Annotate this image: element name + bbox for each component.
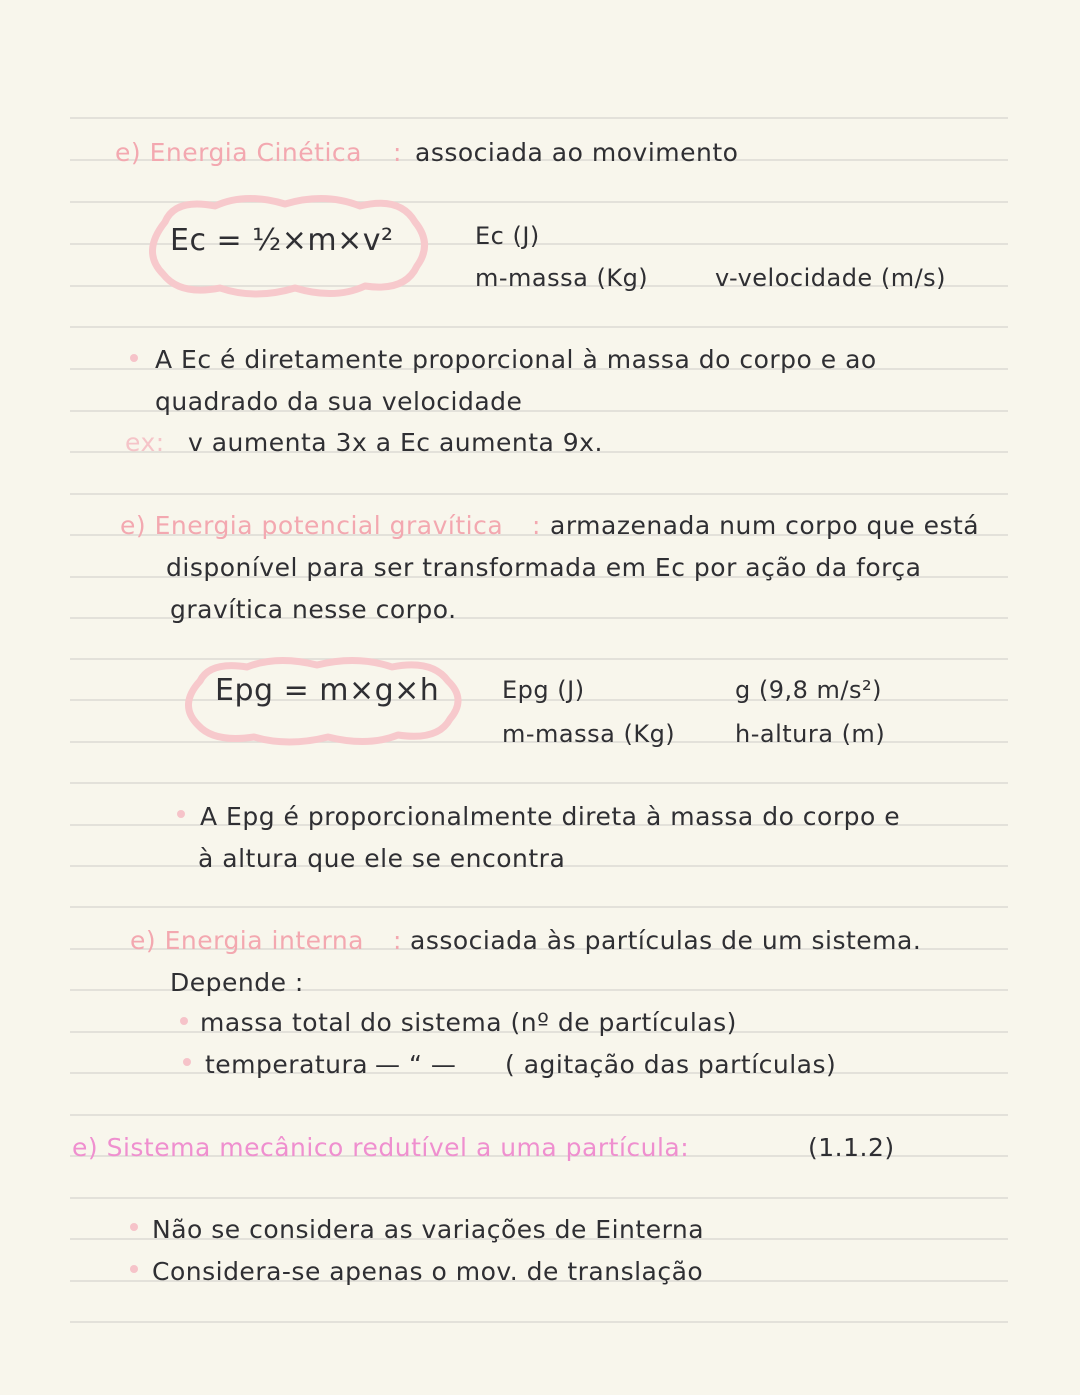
kinetic-note-line2: quadrado da sua velocidade <box>155 387 523 416</box>
kinetic-note-line1: A Ec é diretamente proporcional à massa do corpo e ao <box>155 345 877 374</box>
potential-unit-mass: m-massa (Kg) <box>502 720 676 748</box>
potential-colon: : <box>532 511 541 540</box>
bullet-dot <box>130 1265 138 1273</box>
potential-note-line2: à altura que ele se encontra <box>198 844 566 873</box>
internal-item2-detail: ( agitação das partículas) <box>505 1050 837 1079</box>
potential-formula: Epg = m×g×h <box>215 673 440 708</box>
potential-unit-epg: Epg (J) <box>502 676 585 704</box>
bullet-dot <box>130 1223 138 1231</box>
internal-definition: associada às partículas de um sistema. <box>410 926 922 955</box>
internal-item2-ditto: — “ — <box>375 1050 457 1079</box>
kinetic-unit-ec: Ec (J) <box>475 222 540 250</box>
internal-depends: Depende : <box>170 968 304 997</box>
potential-unit-h: h-altura (m) <box>735 720 886 748</box>
kinetic-heading: e) Energia Cinética <box>115 138 362 167</box>
mechanical-heading: e) Sistema mecânico redutível a uma partícula: <box>72 1133 690 1162</box>
kinetic-unit-mass: m-massa (Kg) <box>475 264 649 292</box>
kinetic-example-text: v aumenta 3x a Ec aumenta 9x. <box>188 428 603 457</box>
kinetic-colon: : <box>393 138 402 167</box>
kinetic-formula: Ec = ½×m×v² <box>170 223 394 258</box>
kinetic-definition: associada ao movimento <box>415 138 739 167</box>
bullet-dot <box>177 810 185 818</box>
bullet-dot <box>130 354 138 362</box>
potential-definition-line2: disponível para ser transformada em Ec por ação da força <box>166 553 922 582</box>
potential-heading: e) Energia potencial gravítica <box>120 511 504 540</box>
internal-colon: : <box>393 926 402 955</box>
internal-item1: massa total do sistema (nº de partículas) <box>200 1008 737 1037</box>
potential-definition-line3: gravítica nesse corpo. <box>170 595 457 624</box>
mechanical-reference: (1.1.2) <box>808 1133 895 1162</box>
mechanical-item1: Não se considera as variações de Einterna <box>152 1215 705 1244</box>
internal-heading: e) Energia interna <box>130 926 364 955</box>
potential-note-line1: A Epg é proporcionalmente direta à massa do corpo e <box>200 802 901 831</box>
kinetic-unit-velocity: v-velocidade (m/s) <box>715 264 947 292</box>
bullet-dot <box>183 1058 191 1066</box>
potential-unit-g: g (9,8 m/s²) <box>735 676 882 704</box>
kinetic-example-label: ex: <box>125 428 165 457</box>
bullet-dot <box>180 1017 188 1025</box>
mechanical-item2: Considera-se apenas o mov. de translação <box>152 1257 704 1286</box>
internal-item2-label: temperatura <box>205 1050 369 1079</box>
potential-definition-line1: armazenada num corpo que está <box>550 511 980 540</box>
